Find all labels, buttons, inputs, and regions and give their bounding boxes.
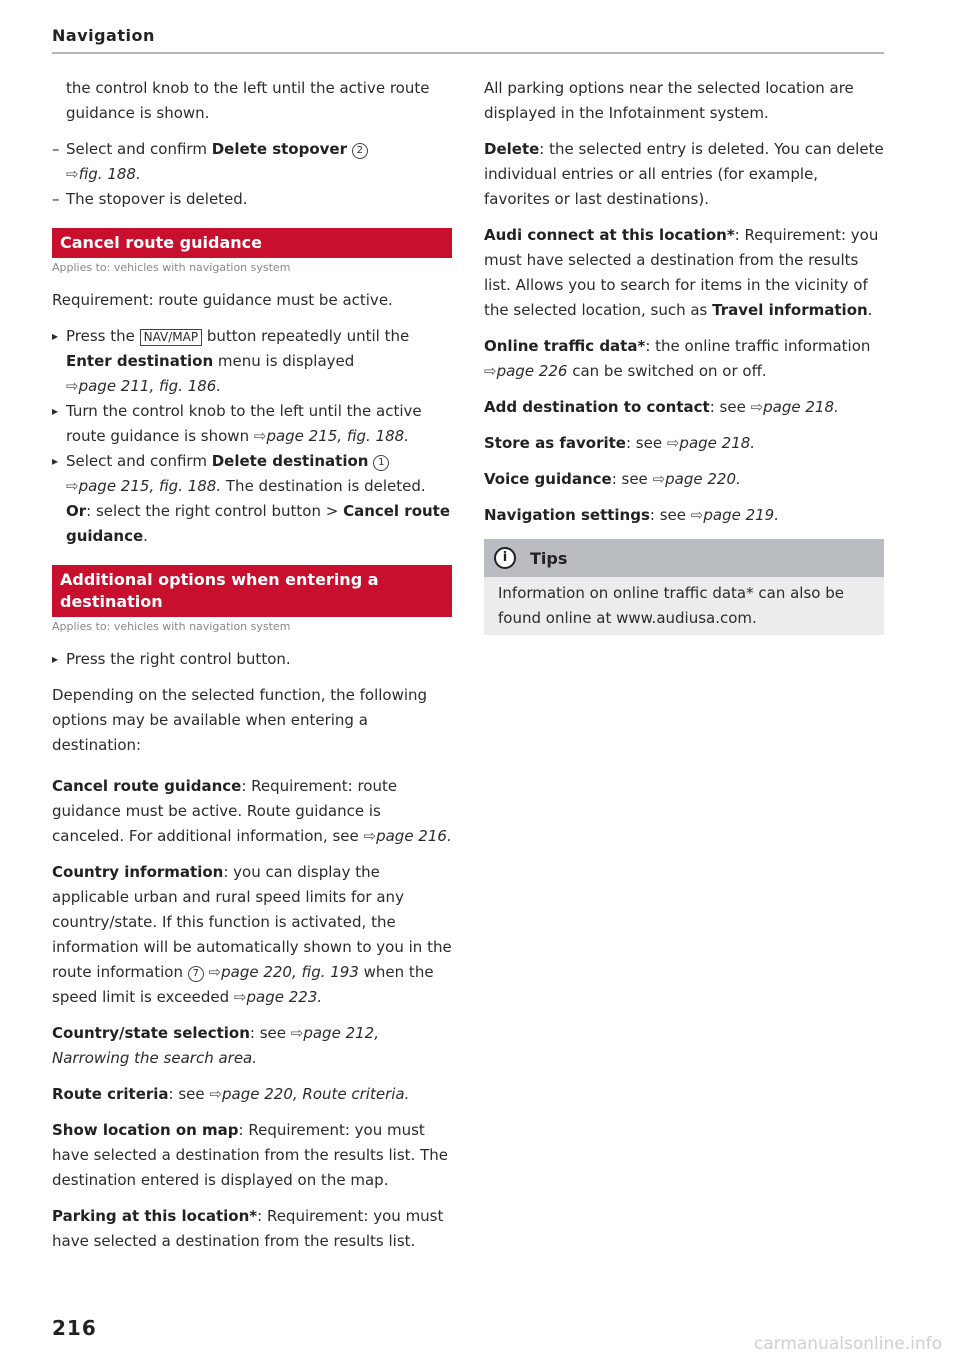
options-intro: Depending on the selected function, the following options may be available when entering a destination: [52,686,428,754]
ref-arrow-icon: ⇨ [66,377,79,395]
ref-arrow-icon: ⇨ [750,398,764,416]
option-route-criteria: Route criteria: see ⇨page 220, Route criteria. [52,1085,410,1103]
option-show-location-on-map: Show location on map: Requirement: you must have selected a destination from the results list. The destination entered is displayed on the map. [52,1121,448,1189]
figure-ref-link[interactable]: fig. 188. [78,165,141,183]
applies-note: Applies to: vehicles with navigation system [52,261,291,274]
page-ref-link[interactable]: page 218. [679,434,756,452]
ref-arrow-icon: ⇨ [209,1085,222,1103]
tips-box [484,539,884,635]
watermark: carmanualsonline.info [753,1334,942,1354]
option-audi-connect: Audi connect at this location*: Requirement: you must have selected a destination from the results list. Allows you to search for items in the vicinity of the selected location, such as Travel information. [484,226,879,319]
ref-arrow-icon: ⇨ [233,988,247,1006]
right-column [484,76,884,635]
page-ref-link[interactable]: page 220. [665,470,741,488]
ref-arrow-icon: ⇨ [666,434,680,452]
step-turn-knob: ▸ Turn the control knob to the left until the active route guidance is shown ⇨page 215, fig. 188. [52,399,452,449]
page-ref-link[interactable]: page 218. [763,398,839,416]
parking-options-text: All parking options near the selected location are displayed in the Infotainment system. [484,79,854,122]
ref-arrow-icon: ⇨ [66,477,79,495]
page-number: 216 [52,1316,97,1340]
callout-2-icon: 2 [352,143,368,159]
page-ref-link[interactable]: page 219. [703,506,779,524]
info-circle-icon: i [494,547,516,569]
page-ref-link[interactable]: page 220, fig. 193 [221,963,359,981]
step-delete-destination: ▸ Select and confirm Delete destination 1 ⇨page 215, fig. 188. The destination is deleted. Or: select the right control button > Cancel route guidance. [52,449,452,549]
option-country-information: Country information: you can display the applicable urban and rural speed limits for any country/state. If this function is activated, the information will be automatically shown to you in the route information 7 ⇨page 220, fig. 193 when the speed limit is exceeded ⇨page 223. [52,863,452,1006]
page-ref-link[interactable]: page 215, fig. 188. [78,477,222,495]
ref-arrow-icon: ⇨ [363,827,377,845]
page-ref-link[interactable]: page 226 [496,362,568,380]
ref-arrow-icon: ⇨ [652,470,666,488]
requirement-text: Requirement: route guidance must be active. [52,291,393,309]
ref-arrow-icon: ⇨ [484,362,497,380]
option-store-as-favorite: Store as favorite: see ⇨page 218. [484,434,756,452]
ref-arrow-icon: ⇨ [208,963,222,981]
option-delete: Delete: the selected entry is deleted. You can delete individual entries or all entries (for example, favorites or last destinations). [484,140,884,208]
left-column [52,76,452,1265]
dash-item-delete-stopover: – Select and confirm Delete stopover 2 ⇨fig. 188. [52,137,452,187]
page-ref-link[interactable]: page 212, Narrowing the search area. [52,1024,379,1067]
page-header-title: Navigation [52,26,155,45]
page-ref-link[interactable]: page 211, fig. 186. [78,377,222,395]
tips-title: Tips [530,548,568,568]
page-ref-link[interactable]: page 215, fig. 188. [266,427,409,445]
option-voice-guidance: Voice guidance: see ⇨page 220. [484,470,741,488]
section-title-additional-options: Additional options when entering a destination [52,565,452,617]
nav-map-key: NAV/MAP [140,329,202,346]
tips-body: Information on online traffic data* can also be found online at www.audiusa.com. [498,584,844,627]
option-cancel-route-guidance: Cancel route guidance: Requirement: route guidance must be active. Route guidance is canceled. For additional information, see ⇨page 216. [52,777,452,845]
option-add-destination-contact: Add destination to contact: see ⇨page 218. [484,398,839,416]
applies-note: Applies to: vehicles with navigation system [52,620,291,633]
continued-instruction: the control knob to the left until the active route guidance is shown. [66,79,430,122]
page-ref-link[interactable]: page 220, Route criteria. [222,1085,410,1103]
option-country-state-selection: Country/state selection: see ⇨page 212, Narrowing the search area. [52,1024,379,1067]
dash-item-stopover-deleted: – The stopover is deleted. [52,187,452,212]
page-ref-link[interactable]: page 223. [246,988,323,1006]
section-title-cancel-route: Cancel route guidance [52,228,452,258]
option-online-traffic-data: Online traffic data*: the online traffic information ⇨page 226 can be switched on or off. [484,337,871,380]
callout-1-icon: 1 [373,455,389,471]
ref-arrow-icon: ⇨ [253,427,267,445]
option-navigation-settings: Navigation settings: see ⇨page 219. [484,506,779,524]
header-rule [52,52,884,54]
step-press-right-button: ▸ Press the right control button. [52,647,452,672]
ref-arrow-icon: ⇨ [290,1024,304,1042]
step-press-nav: ▸ Press the NAV/MAP button repeatedly until the Enter destination menu is displayed ⇨page 211, fig. 186. [52,324,452,399]
ref-arrow-icon: ⇨ [690,506,704,524]
callout-7-icon: 7 [188,966,204,982]
option-parking-at-location: Parking at this location*: Requirement: you must have selected a destination from the results list. [52,1207,444,1250]
ref-arrow-icon: ⇨ [66,165,79,183]
page-ref-link[interactable]: page 216. [376,827,452,845]
tips-header [484,539,884,577]
